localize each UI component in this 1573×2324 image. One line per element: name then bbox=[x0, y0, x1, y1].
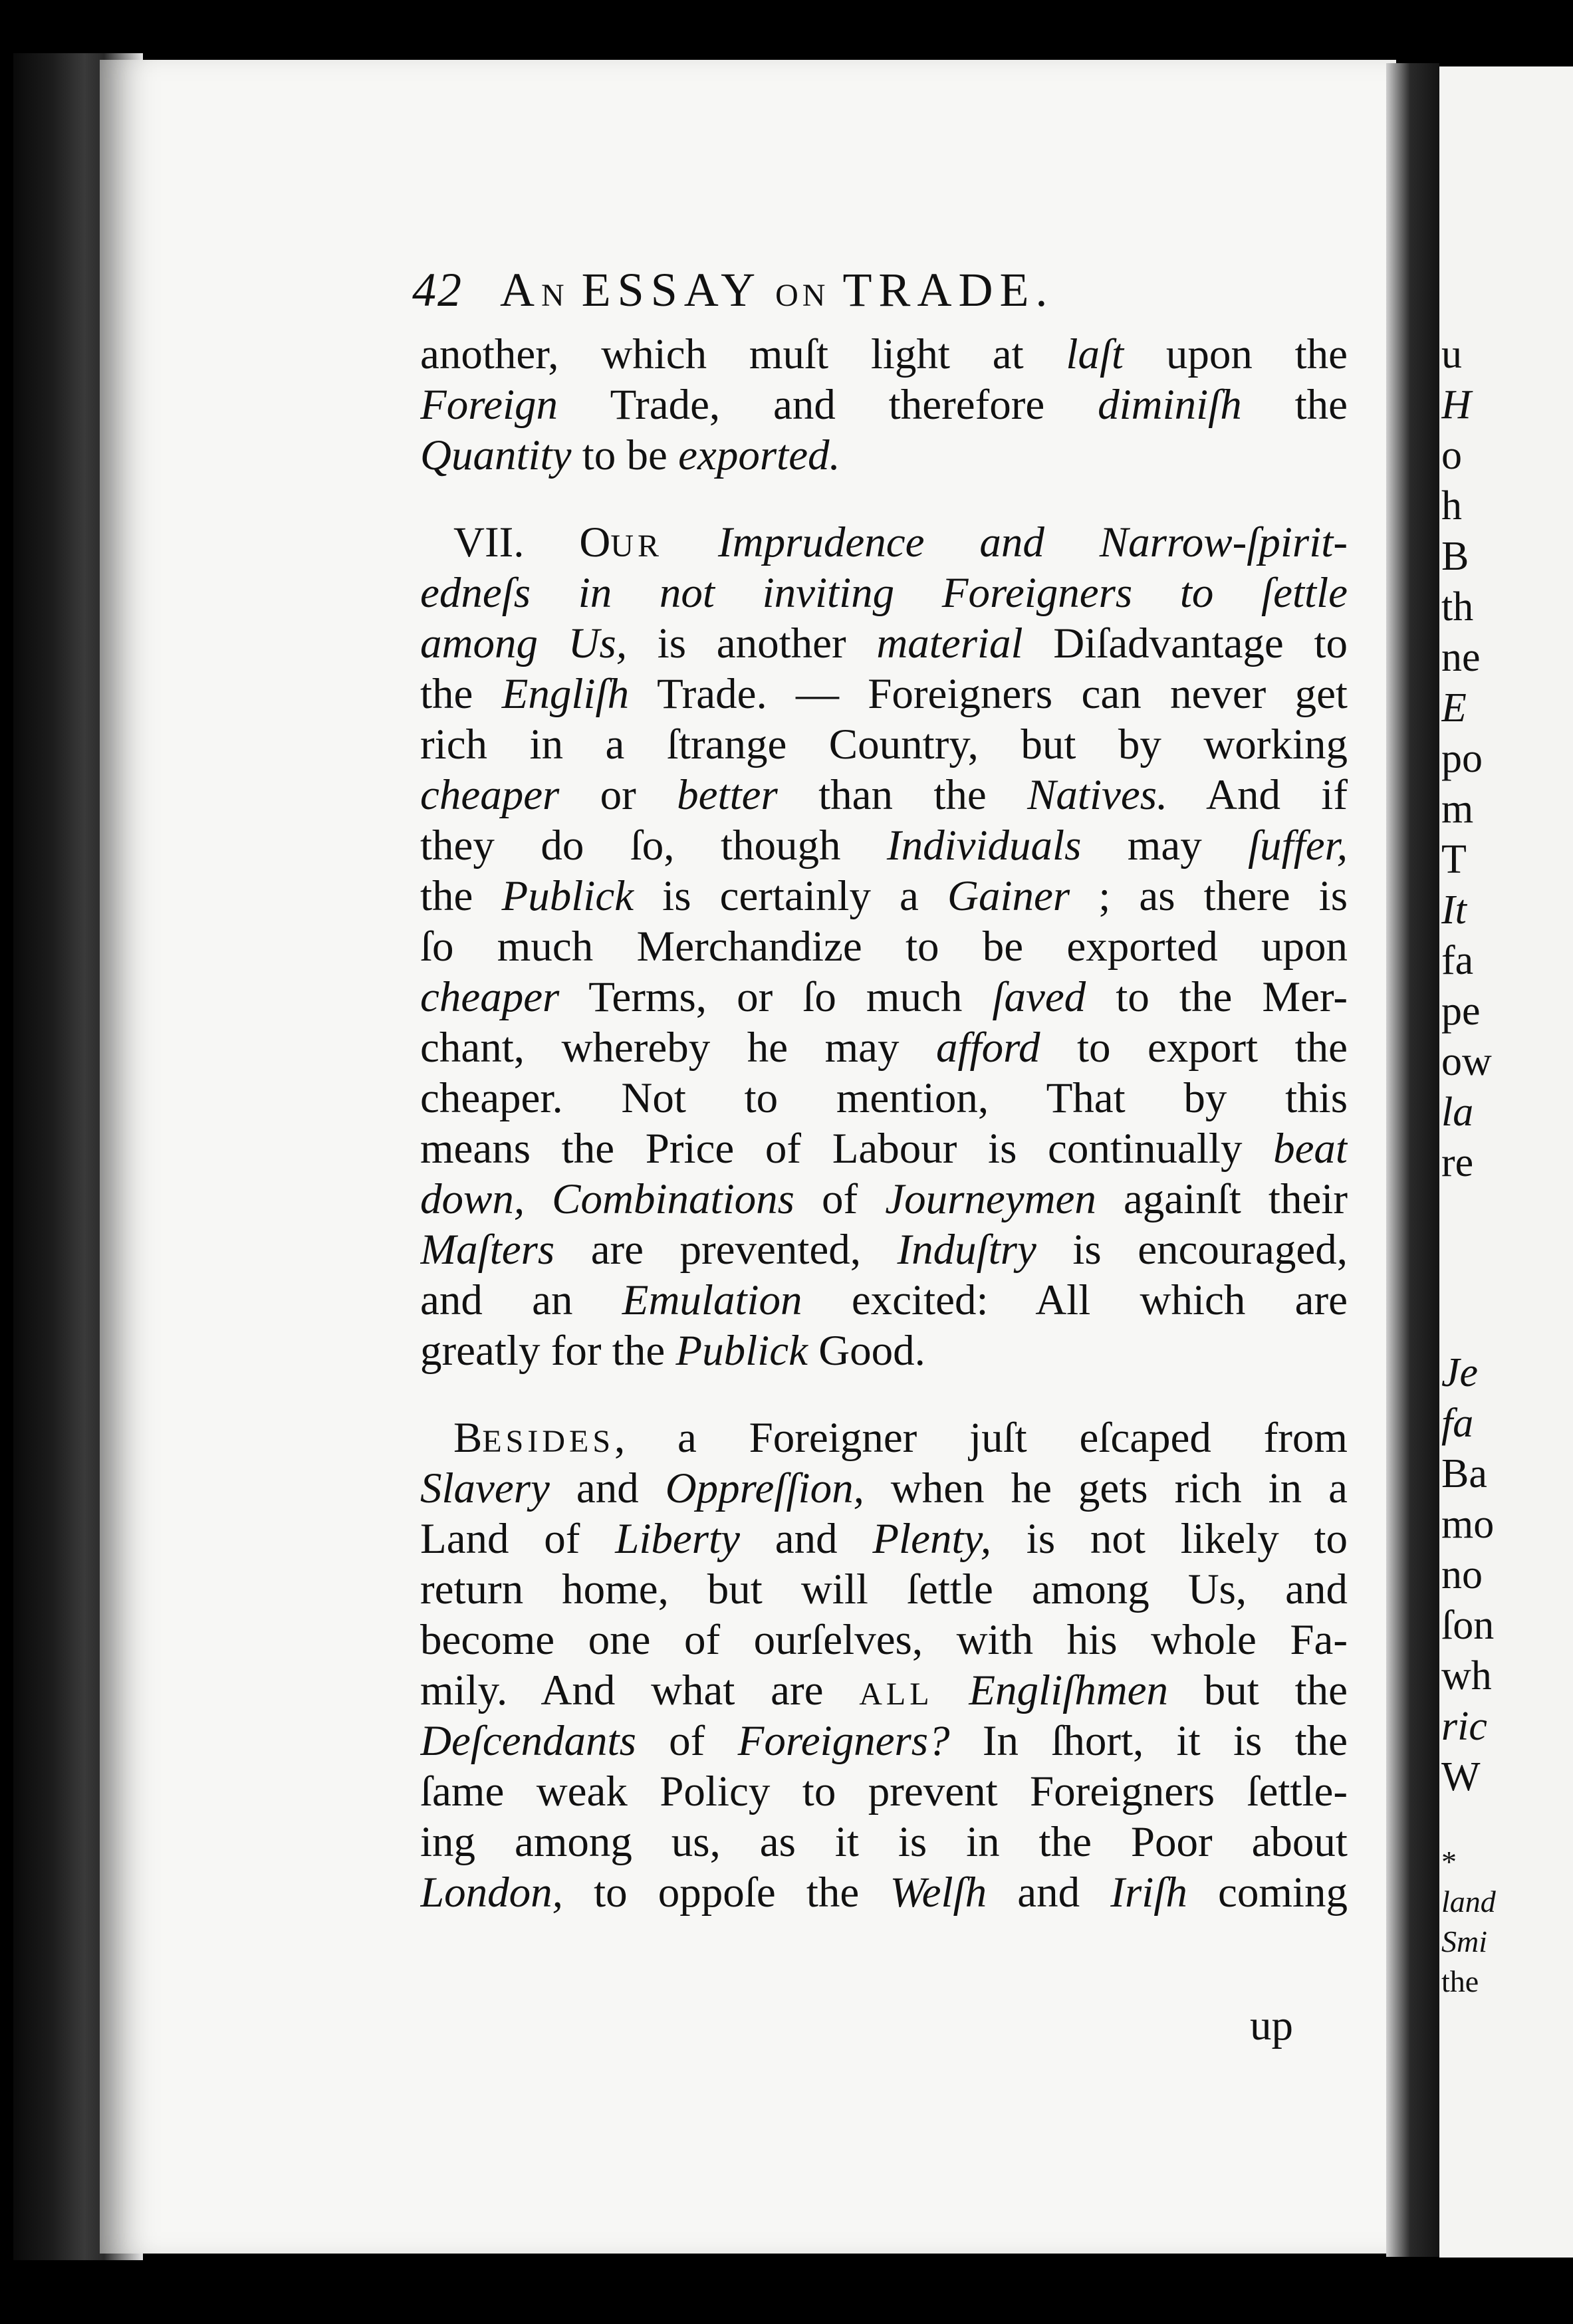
italic-run: Quantity bbox=[420, 431, 572, 479]
italic-run: Foreigners? bbox=[737, 1717, 950, 1765]
text-line bbox=[420, 517, 1348, 568]
italic-run: Publick bbox=[675, 1327, 808, 1375]
text-line: cheaper. Not to mention, That by this bbox=[420, 1074, 1348, 1122]
text-line: down, Combinations of Journeymen againſt their bbox=[420, 1175, 1348, 1223]
italic-run: London, bbox=[420, 1869, 563, 1917]
text-line bbox=[420, 1413, 1348, 1463]
text-line: become one of ourſelves, with his whole Fa- bbox=[420, 1616, 1348, 1664]
facing-line: fa bbox=[1441, 1401, 1474, 1446]
facing-line: Ba bbox=[1441, 1451, 1487, 1496]
text-run: Engliſhmen but the bbox=[969, 1667, 1348, 1714]
text-line: another, which muſt light at laſt upon the bbox=[420, 330, 1348, 378]
text-line: Deſcendants of Foreigners? In ſhort, it is the bbox=[420, 1717, 1348, 1765]
italic-run: Natives. bbox=[1027, 771, 1168, 819]
italic-run: afford bbox=[936, 1024, 1040, 1072]
text-line: greatly for the Publick Good. bbox=[420, 1327, 925, 1375]
text-line: means the Price of Labour is continually beat bbox=[420, 1125, 1348, 1173]
page-number: 42 bbox=[412, 263, 463, 316]
text-line: rich in a ſtrange Country, but by working bbox=[420, 721, 1348, 768]
text-line: chant, whereby he may afford to export the bbox=[420, 1024, 1348, 1072]
text-line: London, to oppoſe the Welſh and Iriſh coming bbox=[420, 1869, 1348, 1917]
text-run bbox=[718, 519, 1348, 566]
italic-run: better bbox=[677, 771, 778, 819]
facing-line: h bbox=[1441, 483, 1462, 528]
italic-run: down, Combinations bbox=[420, 1175, 794, 1223]
text-line: ſame weak Policy to prevent Foreigners ſettle- bbox=[420, 1768, 1348, 1815]
paragraph-initial: B bbox=[453, 1414, 483, 1462]
facing-line: H bbox=[1441, 382, 1471, 427]
facing-line: re bbox=[1441, 1140, 1474, 1185]
title-n: N bbox=[541, 278, 568, 313]
paragraph-3 bbox=[420, 1413, 1348, 1918]
title-a: A bbox=[500, 263, 541, 316]
section-smallcaps: UR bbox=[610, 528, 664, 564]
italic-run: Plenty, bbox=[872, 1515, 992, 1563]
facing-line: mo bbox=[1441, 1502, 1495, 1547]
facing-line: ric bbox=[1441, 1704, 1487, 1749]
italic-run: Oppreſſion, bbox=[665, 1464, 864, 1512]
text-line: Foreign Trade, and therefore diminiſh the bbox=[420, 381, 1348, 429]
italic-run: exported. bbox=[678, 431, 840, 479]
italic-run: cheaper bbox=[420, 973, 560, 1021]
italic-run: Deſcendants bbox=[420, 1717, 636, 1765]
italic-run: Induſtry bbox=[897, 1226, 1036, 1274]
text-run: , a Foreigner juſt eſcaped from bbox=[614, 1414, 1348, 1462]
italic-run: edneſs in not inviting Foreigners to ſettle bbox=[420, 569, 1348, 617]
facing-line: ſon bbox=[1441, 1603, 1495, 1648]
facing-line: ow bbox=[1441, 1039, 1492, 1084]
facing-line: po bbox=[1441, 736, 1483, 781]
text-line: they do ſo, though Individuals may ſuffer, bbox=[420, 822, 1348, 870]
facing-line: la bbox=[1441, 1090, 1474, 1135]
facing-line: B bbox=[1441, 534, 1469, 579]
italic-run: material bbox=[876, 620, 1023, 667]
italic-run: Foreign bbox=[420, 381, 558, 429]
text-line: among Us, is another material Diſadvantage to bbox=[420, 620, 1348, 667]
text-line: ſo much Merchandize to be exported upon bbox=[420, 923, 1348, 971]
italic-run: cheaper bbox=[420, 771, 560, 819]
italic-run: Engliſh bbox=[501, 670, 630, 718]
facing-line: o bbox=[1441, 433, 1462, 478]
body-text bbox=[420, 329, 1348, 2057]
title-trade: TRADE. bbox=[842, 263, 1054, 316]
paragraph-1 bbox=[420, 329, 1348, 481]
facing-line: u bbox=[1441, 332, 1462, 377]
text-line: and an Emulation excited: All which are bbox=[420, 1276, 1348, 1324]
facing-line: wh bbox=[1441, 1653, 1492, 1698]
italic-run: laſt bbox=[1066, 330, 1124, 378]
all-smallcaps: ALL bbox=[859, 1677, 933, 1712]
title-on: ON bbox=[775, 278, 830, 313]
text-line: cheaper or better than the Natives. And if bbox=[420, 771, 1348, 819]
italic-run: Liberty bbox=[615, 1515, 740, 1563]
text-run: mily. And what are bbox=[420, 1667, 860, 1714]
facing-line: ne bbox=[1441, 635, 1481, 680]
text-line: the Publick is certainly a Gainer ; as there is bbox=[420, 872, 1348, 920]
text-line bbox=[420, 1665, 1348, 1716]
section-number: VII. O bbox=[453, 519, 611, 566]
italic-run: beat bbox=[1273, 1125, 1348, 1173]
facing-line: Smi bbox=[1441, 1924, 1487, 1958]
facing-lines-b bbox=[1441, 1347, 1573, 1802]
text-line: return home, but will ſettle among Us, and bbox=[420, 1566, 1348, 1613]
paragraph-smallcaps: ESIDES bbox=[482, 1424, 615, 1459]
text-line: ing among us, as it is in the Poor about bbox=[420, 1818, 1348, 1866]
title-essay: ESSAY bbox=[581, 263, 763, 316]
facing-line: no bbox=[1441, 1552, 1483, 1597]
italic-run: ſaved bbox=[992, 973, 1086, 1021]
italic-run: ſuffer, bbox=[1248, 822, 1348, 870]
italic-run: Engliſhmen bbox=[969, 1667, 1169, 1714]
facing-line: T bbox=[1441, 837, 1467, 882]
facing-lines-a bbox=[1441, 329, 1573, 1188]
italic-run: Gainer bbox=[947, 872, 1070, 920]
text-line: Maſters are prevented, Induſtry is encouraged, bbox=[420, 1226, 1348, 1274]
facing-line: fa bbox=[1441, 938, 1474, 983]
italic-run: diminiſh bbox=[1098, 381, 1242, 429]
text-line: the Engliſh Trade. — Foreigners can never get bbox=[420, 670, 1348, 718]
facing-line: m bbox=[1441, 786, 1474, 832]
italic-run: Publick bbox=[501, 872, 634, 920]
italic-run: Iriſh bbox=[1110, 1869, 1187, 1917]
italic-run: Maſters bbox=[420, 1226, 555, 1274]
running-head bbox=[412, 263, 1343, 322]
catchword: up bbox=[1250, 2002, 1293, 2049]
facing-line: the bbox=[1441, 1964, 1479, 1998]
italic-run: Welſh bbox=[890, 1869, 987, 1917]
facing-line: * bbox=[1441, 1845, 1457, 1879]
facing-line: It bbox=[1441, 887, 1467, 933]
text-line: Slavery and Oppreſſion, when he gets rich in a bbox=[420, 1464, 1348, 1512]
facing-line: land bbox=[1441, 1885, 1496, 1918]
facing-line: E bbox=[1441, 685, 1467, 731]
italic-run: Individuals bbox=[886, 822, 1082, 870]
text-line bbox=[420, 568, 1348, 618]
italic-run: Slavery bbox=[420, 1464, 550, 1512]
page-gutter bbox=[1386, 63, 1439, 2257]
text-line: Quantity to be exported. bbox=[420, 431, 840, 479]
paragraph-2 bbox=[420, 517, 1348, 1376]
italic-run: Emulation bbox=[622, 1276, 802, 1324]
facing-line: th bbox=[1441, 584, 1474, 630]
facing-footnote bbox=[1441, 1842, 1573, 2002]
italic-run: among Us, bbox=[420, 620, 628, 667]
italic-run: Imprudence and Narrow-ſpirit- bbox=[717, 519, 1348, 566]
facing-line: Je bbox=[1441, 1350, 1479, 1395]
facing-line: pe bbox=[1441, 988, 1481, 1034]
facing-page-text bbox=[1441, 329, 1573, 2002]
text-line: cheaper Terms, or ſo much ſaved to the Mer- bbox=[420, 973, 1348, 1021]
text-line: Land of Liberty and Plenty, is not likely to bbox=[420, 1515, 1348, 1563]
facing-line: W bbox=[1441, 1754, 1481, 1800]
italic-run: Journeymen bbox=[885, 1175, 1096, 1223]
